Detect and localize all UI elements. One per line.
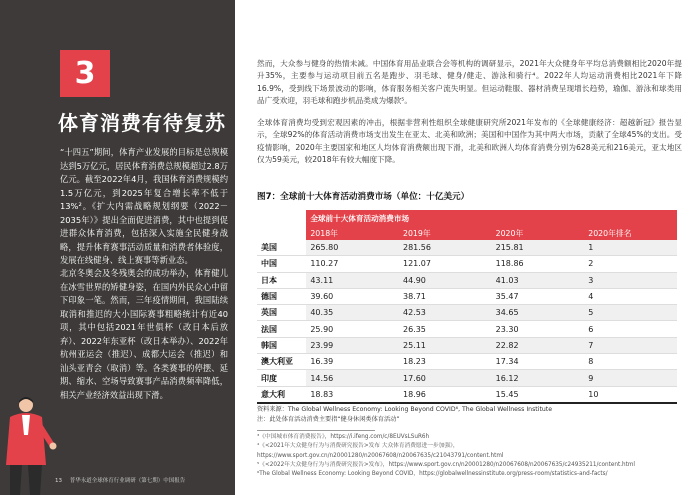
figure-title: 图7：全球前十大体育活动消费市场（单位：十亿美元） [257,192,470,202]
page-footer [55,476,185,484]
value-2020: 215.81 [492,240,585,256]
section-number-badge: 3 [60,50,110,97]
table-title: 全球前十大体育活动消费市场 [306,210,677,226]
table-header-blank [257,226,306,240]
value-2020: 17.34 [492,354,585,370]
value-2018: 43.11 [306,272,399,288]
right-paragraph-2: 全球体育消费均受到宏观因素的冲击，根据非营利性组织全球健康研究所2021年发布的《全球健康经济：超越新冠》报告显示，全球92%的体育活动消费市场支出发生在亚太、北美和欧洲；美国和中国作为其中两大市场，贡献了全球45%的支出。受疫情影响，2020年主要国家和地区人均体育消费额出现下滑，北美和欧洲人均体育消费分别为628美元和216美元，亚太地区仅为59美元，较2018年有较大幅度下降。 [257,118,682,164]
value-2019: 25.11 [399,337,492,353]
value-2019: 18.96 [399,386,492,403]
rank-2020: 5 [584,305,677,321]
right-paragraph-1: 然而，大众参与健身的热情未减。中国体育用品业联合会等机构的调研显示，2021年大众健身年平均总消费额相比2020年提升35%，主要参与运动项目前五名是跑步、羽毛球、健身/健走、游泳和骑行⁴。2022年人均运动消费相比2021年下降16.9%，受到线下场景波动的影响，体育服务相关客户流失明显。但运动鞋服、器材消费呈现增长趋势，瑜伽、游泳和球类用品广受欢迎，羽毛球和跑步机品类成为爆款⁵。 [257,59,682,105]
footnote-6: ⁶The Global Wellness Economy: Looking Beyond COVID，https://globalwellnessinstitute.org/press-room/statistics-and-facts/ [257,471,608,478]
page-number: 13 [55,478,62,484]
value-2020: 34.65 [492,305,585,321]
section-title: 体育消费有待复苏 [58,111,226,135]
country-cell: 印度 [261,373,277,383]
footnote-4-url: https://www.sport.gov.cn/n20001280/n20067608/n20067635/c21043791/content.html [257,452,504,459]
country-cell: 韩国 [261,340,277,350]
value-2019: 281.56 [399,240,492,256]
table-corner-cell [257,210,306,226]
value-2018: 23.99 [306,337,399,353]
table-row [257,321,677,337]
value-2018: 25.90 [306,321,399,337]
rank-2020: 8 [584,354,677,370]
table-row [257,354,677,370]
table-row [257,370,677,386]
country-cell: 英国 [261,308,277,318]
table-header-rank: 2020年排名 [584,226,677,240]
value-2019: 44.90 [399,272,492,288]
table-row [257,240,677,256]
table-row [257,305,677,321]
table-row [257,288,677,304]
footnotes [257,433,635,479]
value-2018: 39.60 [306,288,399,304]
country-cell: 日本 [261,275,277,285]
footnote-3: ³《中国城市体育消费报告》，https://i.ifeng.com/c/8EUVsLSuR6h [257,434,430,440]
value-2018: 16.39 [306,354,399,370]
value-2019: 42.53 [399,305,492,321]
table-header-2018: 2018年 [306,226,399,240]
country-cell: 美国 [261,243,277,253]
source-line: 资料来源：The Global Wellness Economy: Looking Beyond COVID⁶, The Global Wellness Institute [257,406,553,413]
value-2019: 17.60 [399,370,492,386]
source-note [257,405,552,425]
table-row [257,386,677,403]
value-2019: 38.71 [399,288,492,304]
note-line: 注：此处体育活动消费主要指“健身休闲类体育活动” [257,416,400,423]
country-cell: 法国 [261,324,277,334]
value-2018: 14.56 [306,370,399,386]
left-paragraph-2: 北京冬奥会及冬残奥会的成功举办，体育健儿在冰雪世界的矫健身姿，在国内外民众心中留下印象一笔。然而，三年疫情期间，我国陆续取消和推迟的大小国际赛事粗略统计有近40项，其中包括2021年世俱杯（改日本后放弃）、2022年东亚杯（改日本举办）、2022年杭州亚运会（推迟）、成都大运会（推迟）和汕头亚青会（取消）等。各类赛事的停摆、延期、缩水、空场导致赛事产品消费频率降低，相关产业经济效益出现下滑。 [60,268,228,400]
value-2018: 40.35 [306,305,399,321]
table-row [257,272,677,288]
value-2018: 265.80 [306,240,399,256]
rank-2020: 3 [584,272,677,288]
table-header-2019: 2019年 [399,226,492,240]
table-row [257,256,677,272]
value-2020: 16.12 [492,370,585,386]
table-header-2020: 2020年 [492,226,585,240]
value-2020: 23.30 [492,321,585,337]
footnote-4: ⁴《<2021年大众健身行为与消费研究报告>发布 大众体育消费愿进一步加强》， [257,443,459,450]
table-header-row [257,226,677,240]
left-panel [0,0,235,495]
country-cell: 澳大利亚 [261,357,293,367]
value-2018: 18.83 [306,386,399,403]
footnote-divider [257,430,375,431]
rank-2020: 4 [584,288,677,304]
value-2019: 121.07 [399,256,492,272]
value-2019: 26.35 [399,321,492,337]
report-title: 普华永道全球体育行业调研（第七期）中国报告 [69,478,186,484]
rank-2020: 10 [584,386,677,403]
rank-2020: 9 [584,370,677,386]
country-cell: 德国 [261,292,277,302]
value-2020: 118.86 [492,256,585,272]
person-illustration [0,395,60,495]
left-paragraph-1: “十四五”期间，体育产业发展的目标是总规模达到5万亿元，居民体育消费总规模超过2.8万亿元。截至2022年4月，我国体育消费规模约1.5万亿元，到2025年复合增长率不低于13%²。《扩大内需战略规划纲要（2022－2035年）》提出全面促进消费，其中也提到促进群众体育消费，包括深入实施全民健身战略，提升体育赛事活动质量和消费者体验度，发展在线健身、线上赛事等新业态。 [60,147,228,265]
value-2020: 41.03 [492,272,585,288]
table-row [257,337,677,353]
market-table [257,210,677,404]
value-2020: 22.82 [492,337,585,353]
value-2019: 18.23 [399,354,492,370]
country-cell: 中国 [261,259,277,269]
value-2018: 110.27 [306,256,399,272]
rank-2020: 2 [584,256,677,272]
footnote-5: ⁵《<2022年大众健身行为与消费研究报告>发布》，https://www.sport.gov.cn/n20001280/n20067608/n20067635/c24935211/content.html [257,461,635,468]
country-cell: 意大利 [261,389,285,399]
table-title-row [257,210,677,226]
value-2020: 15.45 [492,386,585,403]
rank-2020: 7 [584,337,677,353]
value-2020: 35.47 [492,288,585,304]
rank-2020: 1 [584,240,677,256]
rank-2020: 6 [584,321,677,337]
